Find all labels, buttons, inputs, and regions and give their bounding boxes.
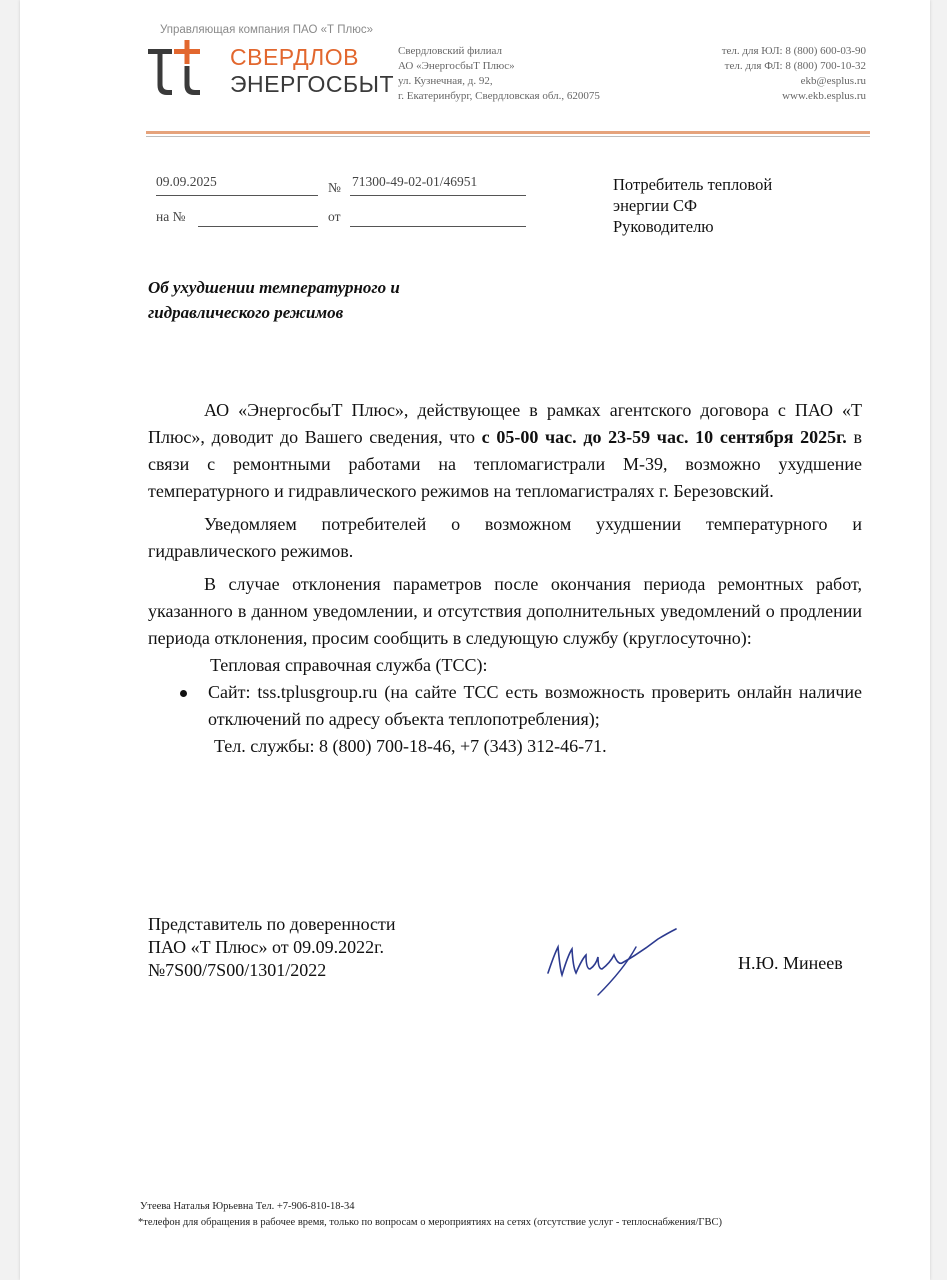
body-paragraph-3: В случае отклонения параметров после окончания периода ремонтных работ, указанного в данном уведомлении, и отсутствия дополнительных уведомлений о продлении периода отклонения, просим сообщить в следующую службу (круглосуточно): [148, 574, 862, 648]
service-phones: Тел. службы: 8 (800) 700-18-46, +7 (343) 312-46-71. [214, 736, 607, 756]
recipient-line: Потребитель тепловой [613, 175, 773, 194]
ref-number-label: на № [156, 209, 186, 224]
contact-website[interactable]: www.ekb.esplus.ru [782, 90, 866, 102]
bullet-icon [180, 690, 187, 697]
outage-period: с 05-00 час. до 23-59 час. 10 сентября 2025г. [481, 427, 847, 447]
recipient-line: Руководителю [613, 217, 714, 236]
signatory-line: №7S00/7S00/1301/2022 [148, 960, 327, 980]
address-line: г. Екатеринбург, Свердловская обл., 620075 [398, 90, 600, 102]
signatory-line: ПАО «Т Плюс» от 09.09.2022г. [148, 937, 384, 957]
number-underline [350, 195, 526, 196]
header-divider-gray [146, 136, 870, 137]
date-underline [156, 195, 318, 196]
contact-line: тел. для ФЛ: 8 (800) 700-10-32 [724, 60, 866, 72]
footer-note: *телефон для обращения в рабочее время, только по вопросам о мероприятиях на сетях (отсутствие услуг - теплоснабжения/ГВС) [138, 1217, 722, 1228]
header-divider-orange [146, 131, 870, 134]
management-company-label: Управляющая компания ПАО «Т Плюс» [160, 24, 373, 36]
body-text: в связи с ремонтными работами на тепломагистрали М-39, возможно ухудшение температурного и гидравлического режимов на тепломагистралях г. Березовский. [148, 427, 862, 501]
recipient-block [613, 174, 772, 237]
letter-body [148, 397, 862, 760]
letter-number: 71300-49-02-01/46951 [352, 174, 478, 189]
t-plus-logo-icon [148, 40, 200, 96]
address-line: Свердловский филиал [398, 45, 503, 57]
letter-date: 09.09.2025 [156, 174, 217, 189]
ref-date-label: от [328, 209, 341, 224]
number-sign: № [328, 180, 341, 195]
body-paragraph-2: Уведомляем потребителей о возможном ухудшении температурного и гидравлического режимов. [148, 514, 862, 561]
executor-info: Утеева Наталья Юрьевна Тел. +7-906-810-18-34 [140, 1201, 355, 1212]
branch-contacts [722, 44, 866, 104]
letter-page [20, 0, 930, 1280]
address-line: АО «ЭнергосбыТ Плюс» [398, 60, 515, 72]
contact-email[interactable]: ekb@esplus.ru [800, 75, 866, 87]
ref-number-underline [198, 226, 318, 227]
subject-line: гидравлического режимов [148, 303, 344, 322]
letter-subject [148, 275, 400, 325]
recipient-line: энергии СФ [613, 196, 698, 215]
ref-date-underline [350, 226, 526, 227]
service-name: Тепловая справочная служба (ТСС): [210, 655, 488, 675]
brand-name-line1: СВЕРДЛОВ [230, 44, 359, 70]
address-line: ул. Кузнечная, д. 92, [398, 75, 493, 87]
signatory-block [148, 913, 396, 982]
signer-name: Н.Ю. Минеев [738, 953, 843, 973]
signature-icon [540, 925, 690, 1000]
signatory-line: Представитель по доверенности [148, 914, 396, 934]
contact-line: тел. для ЮЛ: 8 (800) 600-03-90 [721, 45, 866, 57]
body-text: АО «ЭнергосбыТ Плюс», действующее в рамках агентского договора с ПАО «Т Плюс», доводит до Вашего сведения, что [148, 400, 862, 447]
branch-address [398, 44, 600, 104]
brand-name-line2: ЭНЕРГОСБЫТ [230, 71, 394, 97]
service-website-item [148, 679, 862, 733]
body-paragraph-1 [148, 397, 862, 505]
subject-line: Об ухудшении температурного и [148, 278, 400, 297]
service-website-text: Сайт: tss.tplusgroup.ru (на сайте ТСС есть возможность проверить онлайн наличие отключений по адресу объекта теплопотребления); [208, 682, 862, 729]
